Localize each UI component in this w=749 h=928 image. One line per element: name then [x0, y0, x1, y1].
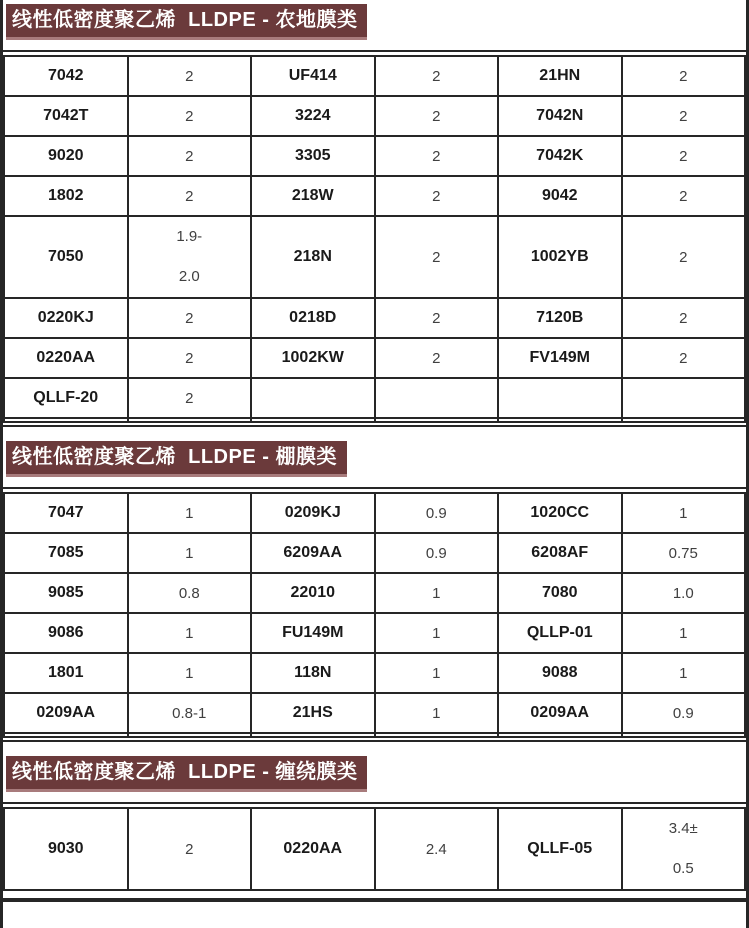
spacer-cell: [128, 418, 252, 422]
section-header-farm-film: [3, 0, 746, 52]
value-cell: 1: [622, 653, 746, 693]
table-row: [4, 808, 745, 890]
value-cell: 0.75: [622, 533, 746, 573]
table-row: [4, 136, 745, 176]
product-code-cell: 1802: [4, 176, 128, 216]
value-cell: 3.4± 0.5: [622, 808, 746, 890]
value-cell: 2: [622, 216, 746, 298]
value-cell: 1: [128, 493, 252, 533]
value-cell: 1: [375, 693, 499, 733]
section-title-farm-film: 线性低密度聚乙烯 LLDPE - 农地膜类: [6, 4, 367, 37]
value-cell: 1: [622, 613, 746, 653]
value-cell: 2.4: [375, 808, 499, 890]
next-section-top-border: [3, 898, 746, 902]
product-code-cell: 1801: [4, 653, 128, 693]
product-code-cell: 118N: [251, 653, 375, 693]
value-cell: 1: [375, 613, 499, 653]
section-header-stretch-film: [3, 740, 746, 804]
product-code-cell: 7047: [4, 493, 128, 533]
value-cell: 2: [128, 96, 252, 136]
product-code-cell: 0220AA: [251, 808, 375, 890]
table-row: [4, 298, 745, 338]
product-code-cell: FU149M: [251, 613, 375, 653]
value-cell: 2: [128, 176, 252, 216]
value-cell: 1: [128, 613, 252, 653]
product-code-cell: [498, 378, 622, 418]
table-row: [4, 533, 745, 573]
value-cell: [375, 378, 499, 418]
product-code-cell: 9020: [4, 136, 128, 176]
product-code-cell: 9085: [4, 573, 128, 613]
table-row: [4, 56, 745, 96]
value-cell: 2: [622, 56, 746, 96]
value-cell: 2: [128, 808, 252, 890]
table-row: [4, 653, 745, 693]
spacer-cell: [375, 733, 499, 737]
spacer-cell: [4, 418, 128, 422]
table-row: [4, 176, 745, 216]
value-cell: 2: [622, 136, 746, 176]
product-code-cell: 3224: [251, 96, 375, 136]
product-code-cell: UF414: [251, 56, 375, 96]
product-code-cell: [251, 378, 375, 418]
section-header-greenhouse-film: [3, 425, 746, 489]
product-code-cell: QLLP-01: [498, 613, 622, 653]
product-code-cell: QLLF-20: [4, 378, 128, 418]
product-code-cell: 9088: [498, 653, 622, 693]
value-cell: 1: [375, 653, 499, 693]
product-code-cell: 218N: [251, 216, 375, 298]
value-cell: 2: [375, 136, 499, 176]
product-code-cell: 6208AF: [498, 533, 622, 573]
product-code-cell: 0209AA: [498, 693, 622, 733]
value-cell: 0.8-1: [128, 693, 252, 733]
product-code-cell: 9030: [4, 808, 128, 890]
table-row: [4, 338, 745, 378]
product-table-greenhouse-film: [3, 492, 746, 738]
spacer-row: [4, 733, 745, 737]
product-code-cell: 7042K: [498, 136, 622, 176]
table-row: [4, 573, 745, 613]
value-cell: 2: [128, 298, 252, 338]
product-code-cell: 1020CC: [498, 493, 622, 533]
product-code-cell: 7042T: [4, 96, 128, 136]
value-cell: 1: [128, 533, 252, 573]
spacer-cell: [498, 418, 622, 422]
table-row: [4, 493, 745, 533]
table-row: [4, 693, 745, 733]
value-cell: 2: [375, 298, 499, 338]
product-code-cell: 218W: [251, 176, 375, 216]
product-code-cell: 7042: [4, 56, 128, 96]
value-cell: 2: [622, 176, 746, 216]
value-cell: 2: [375, 216, 499, 298]
spacer-cell: [4, 733, 128, 737]
product-code-cell: 21HS: [251, 693, 375, 733]
value-cell: 0.8: [128, 573, 252, 613]
value-cell: 1: [375, 573, 499, 613]
product-table-stretch-film: [3, 807, 746, 891]
product-code-cell: 1002KW: [251, 338, 375, 378]
product-code-cell: 7042N: [498, 96, 622, 136]
section-title-stretch-film: 线性低密度聚乙烯 LLDPE - 缠绕膜类: [6, 756, 367, 789]
value-cell: 2: [375, 176, 499, 216]
value-cell: 1.9- 2.0: [128, 216, 252, 298]
product-code-cell: 7085: [4, 533, 128, 573]
value-cell: 2: [128, 56, 252, 96]
product-code-cell: 6209AA: [251, 533, 375, 573]
product-code-cell: 0218D: [251, 298, 375, 338]
spacer-cell: [375, 418, 499, 422]
product-code-cell: 22010: [251, 573, 375, 613]
value-cell: 0.9: [375, 493, 499, 533]
value-cell: 2: [622, 96, 746, 136]
section-title-greenhouse-film: 线性低密度聚乙烯 LLDPE - 棚膜类: [6, 441, 347, 474]
spacer-cell: [251, 733, 375, 737]
table-row: [4, 96, 745, 136]
product-code-cell: 0209AA: [4, 693, 128, 733]
value-cell: 2: [128, 136, 252, 176]
table-row: [4, 216, 745, 298]
product-table-farm-film: [3, 55, 746, 423]
value-cell: [622, 378, 746, 418]
value-cell: 1: [128, 653, 252, 693]
value-cell: 0.9: [375, 533, 499, 573]
value-cell: 1: [622, 493, 746, 533]
product-code-cell: 0209KJ: [251, 493, 375, 533]
value-cell: 0.9: [622, 693, 746, 733]
product-code-cell: 9042: [498, 176, 622, 216]
value-cell: 2: [622, 338, 746, 378]
value-cell: 2: [622, 298, 746, 338]
value-cell: 2: [375, 96, 499, 136]
value-cell: 2: [128, 378, 252, 418]
spacer-row: [4, 418, 745, 422]
product-code-cell: 21HN: [498, 56, 622, 96]
product-code-cell: QLLF-05: [498, 808, 622, 890]
spacer-cell: [622, 733, 746, 737]
table-row: [4, 613, 745, 653]
product-code-cell: 9086: [4, 613, 128, 653]
spacer-cell: [251, 418, 375, 422]
value-cell: 2: [128, 338, 252, 378]
spacer-cell: [128, 733, 252, 737]
value-cell: 2: [375, 338, 499, 378]
product-code-cell: 1002YB: [498, 216, 622, 298]
product-code-cell: 0220KJ: [4, 298, 128, 338]
product-code-cell: 7080: [498, 573, 622, 613]
product-code-cell: FV149M: [498, 338, 622, 378]
product-code-cell: 7120B: [498, 298, 622, 338]
spacer-cell: [498, 733, 622, 737]
product-code-cell: 3305: [251, 136, 375, 176]
value-cell: 1.0: [622, 573, 746, 613]
spacer-cell: [622, 418, 746, 422]
value-cell: 2: [375, 56, 499, 96]
table-row: [4, 378, 745, 418]
product-code-cell: 7050: [4, 216, 128, 298]
product-code-cell: 0220AA: [4, 338, 128, 378]
